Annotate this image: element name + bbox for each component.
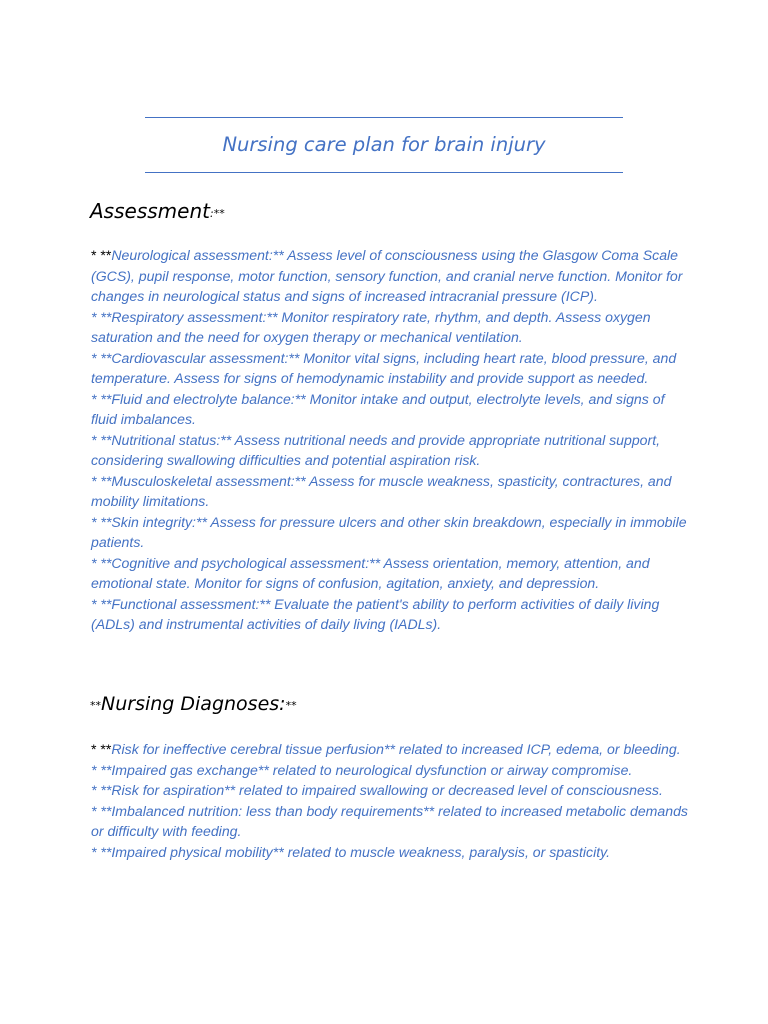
diagnoses-heading-text: Nursing Diagnoses:: [101, 693, 286, 715]
list-item: [91, 245, 691, 307]
list-item: * **Fluid and electrolyte balance:** Monitor intake and output, electrolyte levels, and signs of fluid imbalances.: [91, 390, 665, 427]
diagnoses-heading-suffix: **: [285, 699, 297, 712]
list-item: * **Risk for aspiration** related to impaired swallowing or decreased level of consciousness.: [91, 782, 663, 798]
diagnoses-list: [91, 739, 691, 862]
list-item-text: Risk for ineffective cerebral tissue perfusion** related to increased ICP, edema, or bleeding.: [111, 741, 681, 757]
list-item: * **Skin integrity:** Assess for pressure ulcers and other skin breakdown, especially in immobile patients.: [91, 513, 687, 550]
title-top-rule: [145, 117, 623, 118]
title-bottom-rule: [145, 172, 623, 173]
list-item: * **Cardiovascular assessment:** Monitor vital signs, including heart rate, blood pressure, and temperature. Assess for signs of hemodynamic instability and provide support as needed.: [91, 349, 677, 386]
list-item-marker: * **: [91, 247, 112, 263]
assessment-heading-text: Assessment: [90, 199, 210, 223]
assessment-heading: [90, 199, 225, 223]
list-item: * **Imbalanced nutrition: less than body requirements** related to increased metabolic demands or difficulty with feeding.: [91, 802, 688, 839]
list-item-marker: * **: [91, 741, 112, 757]
list-item: [91, 739, 691, 760]
document-title: Nursing care plan for brain injury: [222, 133, 546, 156]
diagnoses-heading: [90, 693, 297, 715]
list-item: * **Impaired physical mobility** related to muscle weakness, paralysis, or spasticity.: [91, 843, 611, 860]
list-item: * **Nutritional status:** Assess nutritional needs and provide appropriate nutritional support, considering swallowing difficulties and potential aspiration risk.: [91, 431, 661, 468]
list-item: * **Respiratory assessment:** Monitor respiratory rate, rhythm, and depth. Assess oxygen saturation and the need for oxygen therapy or mechanical ventilation.: [91, 308, 651, 345]
list-item-text: Neurological assessment:** Assess level of consciousness using the Glasgow Coma Scale (GCS), pupil response, motor function, sensory function, and cranial nerve function. Monitor for changes in neurological status and signs of increased intracranial pressure (ICP).: [91, 247, 683, 304]
list-item: * **Musculoskeletal assessment:** Assess for muscle weakness, spasticity, contractures, and mobility limitations.: [91, 472, 672, 509]
list-item: * **Impaired gas exchange** related to neurological dysfunction or airway compromise.: [91, 761, 633, 778]
list-item: * **Cognitive and psychological assessment:** Assess orientation, memory, attention, and emotional state. Monitor for signs of confusion, agitation, anxiety, and depression.: [91, 554, 650, 591]
list-item: * **Functional assessment:** Evaluate the patient's ability to perform activities of daily living (ADLs) and instrumental activities of daily living (IADLs).: [91, 595, 660, 632]
assessment-list: [91, 245, 691, 635]
diagnoses-heading-prefix: **: [90, 699, 101, 712]
assessment-heading-suffix: :**: [209, 207, 225, 220]
